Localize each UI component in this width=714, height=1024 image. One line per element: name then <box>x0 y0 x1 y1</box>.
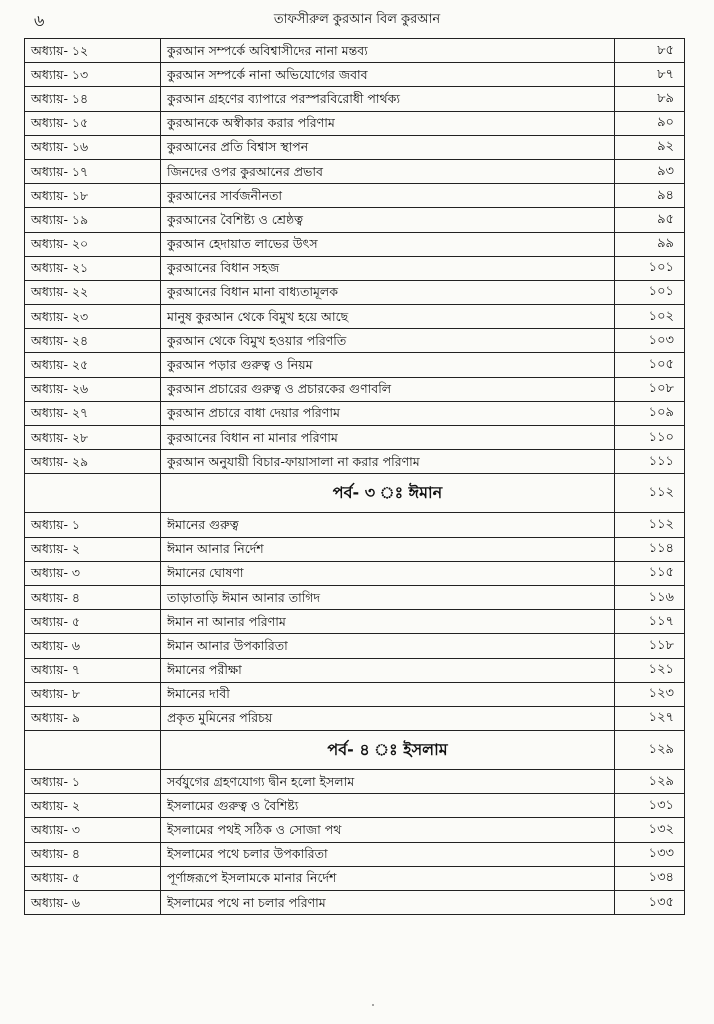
chapter-label: অধ্যায়- ৯ <box>25 706 161 730</box>
table-row <box>25 610 685 634</box>
page-ref: ১২৩ <box>615 682 685 706</box>
page-ref: ১০১ <box>615 256 685 280</box>
chapter-label: অধ্যায়- ৭ <box>25 658 161 682</box>
page-ref: ১৩৪ <box>615 866 685 890</box>
chapter-title: ইসলামের পথে না চলার পরিণাম <box>161 891 615 915</box>
page-ref: ১৩২ <box>615 818 685 842</box>
page-ref: ৮৭ <box>615 63 685 87</box>
page-ref: ১০১ <box>615 280 685 304</box>
page-ref: ১১০ <box>615 426 685 450</box>
page-number: ৬ <box>34 11 45 30</box>
table-row <box>25 537 685 561</box>
chapter-title: কুরআন হেদায়াত লাভের উৎস <box>161 232 615 256</box>
chapter-label: অধ্যায়- ২৮ <box>25 426 161 450</box>
chapter-label: অধ্যায়- ২২ <box>25 280 161 304</box>
chapter-title: কুরআন পড়ার গুরুত্ব ও নিয়ম <box>161 353 615 377</box>
page-ref: ১২৯ <box>615 731 685 770</box>
chapter-label: অধ্যায়- ১২ <box>25 39 161 63</box>
page-ref: ১৩৩ <box>615 842 685 866</box>
table-row <box>25 232 685 256</box>
table-row <box>25 208 685 232</box>
chapter-title: ঈমান আনার উপকারিতা <box>161 634 615 658</box>
chapter-label: অধ্যায়- ১ <box>25 513 161 537</box>
section-row <box>25 474 685 513</box>
table-row <box>25 513 685 537</box>
page-ref: ৯৪ <box>615 184 685 208</box>
chapter-label: অধ্যায়- ১ <box>25 770 161 794</box>
page-ref: ১৩৫ <box>615 891 685 915</box>
chapter-title: ইসলামের পথে চলার উপকারিতা <box>161 842 615 866</box>
page-ref: ১২৭ <box>615 706 685 730</box>
table-row <box>25 111 685 135</box>
stray-mark <box>372 1004 374 1006</box>
table-row <box>25 706 685 730</box>
page-ref: ১১৪ <box>615 537 685 561</box>
table-row <box>25 842 685 866</box>
chapter-title: কুরআনের প্রতি বিশ্বাস স্থাপন <box>161 135 615 159</box>
page-ref: ১০৩ <box>615 329 685 353</box>
page-ref: ১০৮ <box>615 377 685 401</box>
table-row <box>25 159 685 183</box>
chapter-label: অধ্যায়- ৪ <box>25 585 161 609</box>
page-ref: ১১৭ <box>615 610 685 634</box>
chapter-title: ইসলামের পথই সঠিক ও সোজা পথ <box>161 818 615 842</box>
table-row <box>25 634 685 658</box>
chapter-title: ঈমান আনার নির্দেশ <box>161 537 615 561</box>
chapter-title: ঈমানের ঘোষণা <box>161 561 615 585</box>
chapter-title: কুরআন অনুযায়ী বিচার-ফায়াসালা না করার পরিণাম <box>161 450 615 474</box>
table-row <box>25 39 685 63</box>
chapter-title: পূর্ণাঙ্গরূপে ইসলামকে মানার নির্দেশ <box>161 866 615 890</box>
page-ref: ১৩১ <box>615 794 685 818</box>
chapter-label: অধ্যায়- ৮ <box>25 682 161 706</box>
table-row <box>25 184 685 208</box>
table-row <box>25 256 685 280</box>
table-row <box>25 866 685 890</box>
table-row <box>25 658 685 682</box>
chapter-label: অধ্যায়- ৩ <box>25 818 161 842</box>
chapter-label: অধ্যায়- ১৩ <box>25 63 161 87</box>
chapter-label: অধ্যায়- ১৬ <box>25 135 161 159</box>
table-row <box>25 561 685 585</box>
page-ref: ১০৯ <box>615 401 685 425</box>
chapter-title: ঈমানের দাবী <box>161 682 615 706</box>
table-row <box>25 450 685 474</box>
chapter-label <box>25 731 161 770</box>
page-ref: ১১২ <box>615 513 685 537</box>
table-row <box>25 426 685 450</box>
page-ref: ১২৯ <box>615 770 685 794</box>
page-ref: ৯০ <box>615 111 685 135</box>
page-ref: ৮৫ <box>615 39 685 63</box>
page-ref: ৮৯ <box>615 87 685 111</box>
table-row <box>25 63 685 87</box>
chapter-label: অধ্যায়- ২৪ <box>25 329 161 353</box>
page-ref: ৯৩ <box>615 159 685 183</box>
page-ref: ১১৫ <box>615 561 685 585</box>
running-title: তাফসীরুল কুরআন বিল কুরআন <box>273 12 441 27</box>
page-ref: ৯৫ <box>615 208 685 232</box>
chapter-title: কুরআনের বিধান সহজ <box>161 256 615 280</box>
chapter-title: কুরআনকে অস্বীকার করার পরিণাম <box>161 111 615 135</box>
chapter-title: কুরআন প্রচারে বাধা দেয়ার পরিণাম <box>161 401 615 425</box>
chapter-label: অধ্যায়- ৪ <box>25 842 161 866</box>
chapter-title: জিনদের ওপর কুরআনের প্রভাব <box>161 159 615 183</box>
table-row <box>25 305 685 329</box>
chapter-label: অধ্যায়- ১৮ <box>25 184 161 208</box>
table-row <box>25 353 685 377</box>
chapter-title: কুরআনের সার্বজনীনতা <box>161 184 615 208</box>
chapter-label: অধ্যায়- ১৪ <box>25 87 161 111</box>
chapter-label: অধ্যায়- ২৬ <box>25 377 161 401</box>
page-ref: ১০৫ <box>615 353 685 377</box>
chapter-label: অধ্যায়- ২৫ <box>25 353 161 377</box>
chapter-title: কুরআনের বৈশিষ্ট্য ও শ্রেষ্ঠত্ব <box>161 208 615 232</box>
section-title: পর্ব- ৪ ঃ ইসলাম <box>161 731 615 770</box>
chapter-label: অধ্যায়- ২১ <box>25 256 161 280</box>
page-ref: ১২১ <box>615 658 685 682</box>
page-ref: ১১১ <box>615 450 685 474</box>
table-row <box>25 818 685 842</box>
chapter-label: অধ্যায়- ১৭ <box>25 159 161 183</box>
chapter-title: কুরআনের বিধান না মানার পরিণাম <box>161 426 615 450</box>
chapter-label: অধ্যায়- ৩ <box>25 561 161 585</box>
chapter-label: অধ্যায়- ২৩ <box>25 305 161 329</box>
table-row <box>25 135 685 159</box>
section-row <box>25 731 685 770</box>
chapter-title: কুরআনের বিধান মানা বাধ্যতামূলক <box>161 280 615 304</box>
page-ref: ৯৯ <box>615 232 685 256</box>
chapter-title: মানুষ কুরআন থেকে বিমুখ হয়ে আছে <box>161 305 615 329</box>
page-ref: ১১৬ <box>615 585 685 609</box>
table-row <box>25 891 685 915</box>
chapter-title: কুরআন প্রচারের গুরুত্ব ও প্রচারকের গুণাবলি <box>161 377 615 401</box>
table-row <box>25 585 685 609</box>
chapter-label: অধ্যায়- ৫ <box>25 610 161 634</box>
table-of-contents <box>24 38 685 915</box>
chapter-label: অধ্যায়- ১৫ <box>25 111 161 135</box>
page-ref: ৯২ <box>615 135 685 159</box>
chapter-label: অধ্যায়- ৫ <box>25 866 161 890</box>
table-row <box>25 794 685 818</box>
chapter-title: ইসলামের গুরুত্ব ও বৈশিষ্ট্য <box>161 794 615 818</box>
chapter-label: অধ্যায়- ২ <box>25 794 161 818</box>
chapter-title: ঈমানের পরীক্ষা <box>161 658 615 682</box>
chapter-label: অধ্যায়- ১৯ <box>25 208 161 232</box>
chapter-label <box>25 474 161 513</box>
chapter-label: অধ্যায়- ২৭ <box>25 401 161 425</box>
table-row <box>25 401 685 425</box>
chapter-title: সর্বযুগের গ্রহণযোগ্য দ্বীন হলো ইসলাম <box>161 770 615 794</box>
page-ref: ১০২ <box>615 305 685 329</box>
chapter-title: তাড়াতাড়ি ঈমান আনার তাগিদ <box>161 585 615 609</box>
table-row <box>25 280 685 304</box>
toc-body <box>25 39 685 915</box>
chapter-label: অধ্যায়- ৬ <box>25 891 161 915</box>
chapter-title: ঈমান না আনার পরিণাম <box>161 610 615 634</box>
chapter-title: কুরআন সম্পর্কে নানা অভিযোগের জবাব <box>161 63 615 87</box>
table-row <box>25 377 685 401</box>
page-ref: ১১৮ <box>615 634 685 658</box>
page-ref: ১১২ <box>615 474 685 513</box>
chapter-label: অধ্যায়- ২ <box>25 537 161 561</box>
table-row <box>25 329 685 353</box>
table-row <box>25 87 685 111</box>
chapter-label: অধ্যায়- ৬ <box>25 634 161 658</box>
chapter-label: অধ্যায়- ২০ <box>25 232 161 256</box>
chapter-title: প্রকৃত মুমিনের পরিচয় <box>161 706 615 730</box>
section-title: পর্ব- ৩ ঃ ঈমান <box>161 474 615 513</box>
table-row <box>25 770 685 794</box>
chapter-title: কুরআন সম্পর্কে অবিশ্বাসীদের নানা মন্তব্য <box>161 39 615 63</box>
chapter-title: কুরআন গ্রহণের ব্যাপারে পরস্পরবিরোধী পার্থক্য <box>161 87 615 111</box>
chapter-title: কুরআন থেকে বিমুখ হওয়ার পরিণতি <box>161 329 615 353</box>
chapter-title: ঈমানের গুরুত্ব <box>161 513 615 537</box>
chapter-label: অধ্যায়- ২৯ <box>25 450 161 474</box>
table-row <box>25 682 685 706</box>
